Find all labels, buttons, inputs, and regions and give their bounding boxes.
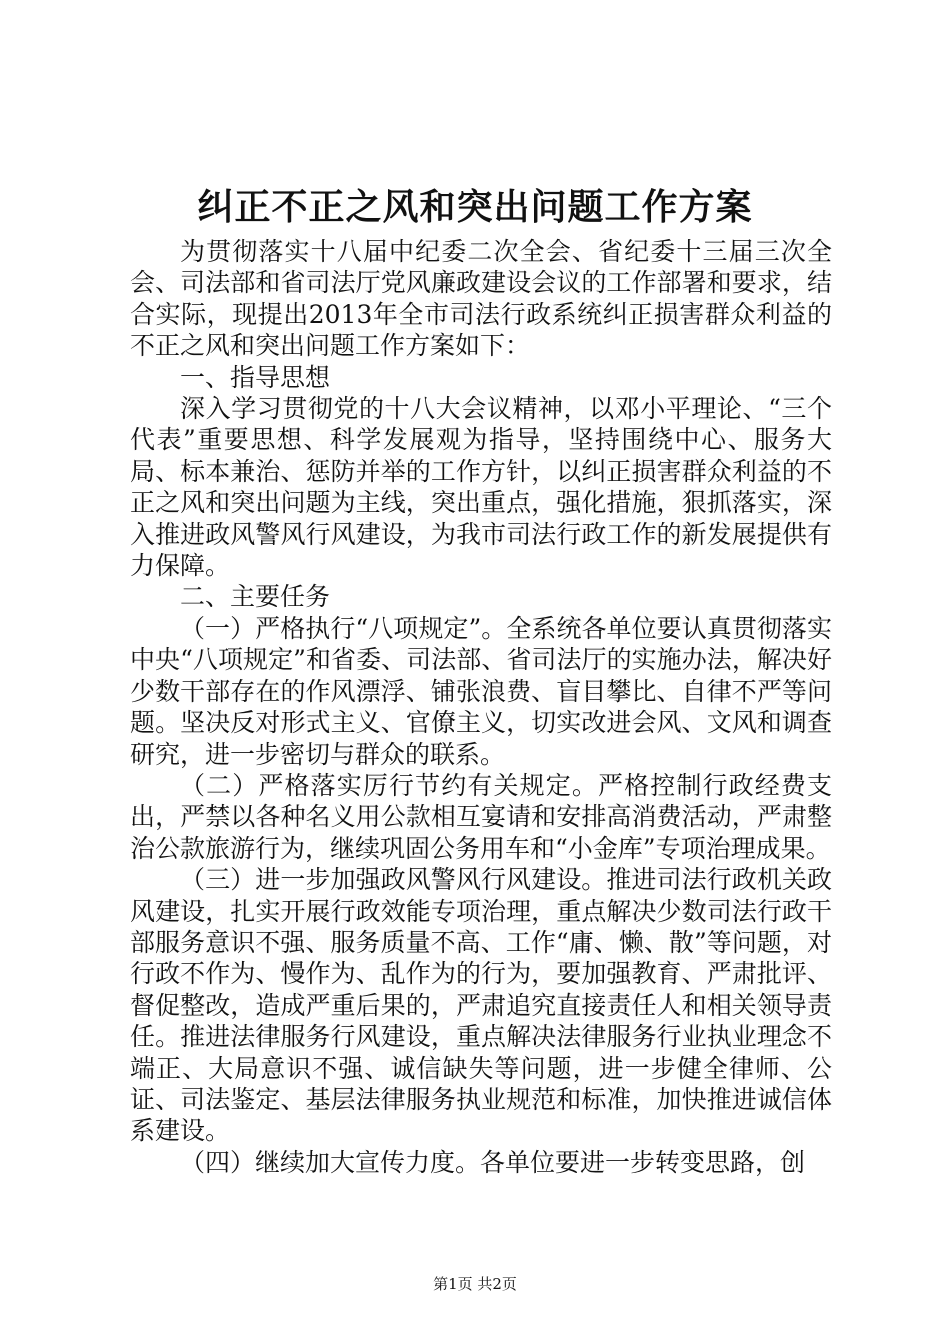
document-body (130, 236, 832, 1178)
paragraph-task-1: （一）严格执行“八项规定”。全系统各单位要认真贯彻落实中央“八项规定”和省委、司法部、省司法厅的实施办法，解决好少数干部存在的作风漂浮、铺张浪费、盲目攀比、自律不严等问题。坚决反对形式主义、官僚主义，切实改进会风、文风和调查研究，进一步密切与群众的联系。 (130, 613, 832, 769)
paragraph-guiding-thought: 深入学习贯彻党的十八大会议精神，以邓小平理论、“三个代表”重要思想、科学发展观为指导，坚持围绕中心、服务大局、标本兼治、惩防并举的工作方针，以纠正损害群众利益的不正之风和突出问题为主线，突出重点，强化措施，狠抓落实，深入推进政风警风行风建设，为我市司法行政工作的新发展提供有力保障。 (130, 394, 832, 581)
paragraph-intro: 为贯彻落实十八届中纪委二次全会、省纪委十三届三次全会、司法部和省司法厅党风廉政建设会议的工作部署和要求，结合实际，现提出2013年全市司法行政系统纠正损害群众利益的不正之风和突出问题工作方案如下： (130, 237, 832, 361)
section-heading-guiding-thought: 一、指导思想 (180, 362, 331, 392)
page-footer: 第1页 共2页 (433, 1275, 517, 1293)
paragraph-task-4: （四）继续加大宣传力度。各单位要进一步转变思路，创 (180, 1147, 806, 1177)
paragraph-task-2: （二）严格落实厉行节约有关规定。严格控制行政经费支出，严禁以各种名义用公款相互宴请和安排高消费活动，严肃整治公款旅游行为，继续巩固公务用车和“小金库”专项治理成果。 (130, 770, 832, 863)
paragraph-task-3: （三）进一步加强政风警风行风建设。推进司法行政机关政风建设，扎实开展行政效能专项治理，重点解决少数司法行政干部服务意识不强、服务质量不高、工作“庸、懒、散”等问题，对行政不作为、慢作为、乱作为的行为，要加强教育、严肃批评、督促整改，造成严重后果的，严肃追究直接责任人和相关领导责任。推进法律服务行风建设，重点解决法律服务行业执业理念不端正、大局意识不强、诚信缺失等问题，进一步健全律师、公证、司法鉴定、基层法律服务执业规范和标准，加快推进诚信体系建设。 (130, 865, 832, 1146)
section-heading-main-tasks: 二、主要任务 (180, 582, 331, 612)
document-title: 纠正不正之风和突出问题工作方案 (197, 186, 753, 228)
